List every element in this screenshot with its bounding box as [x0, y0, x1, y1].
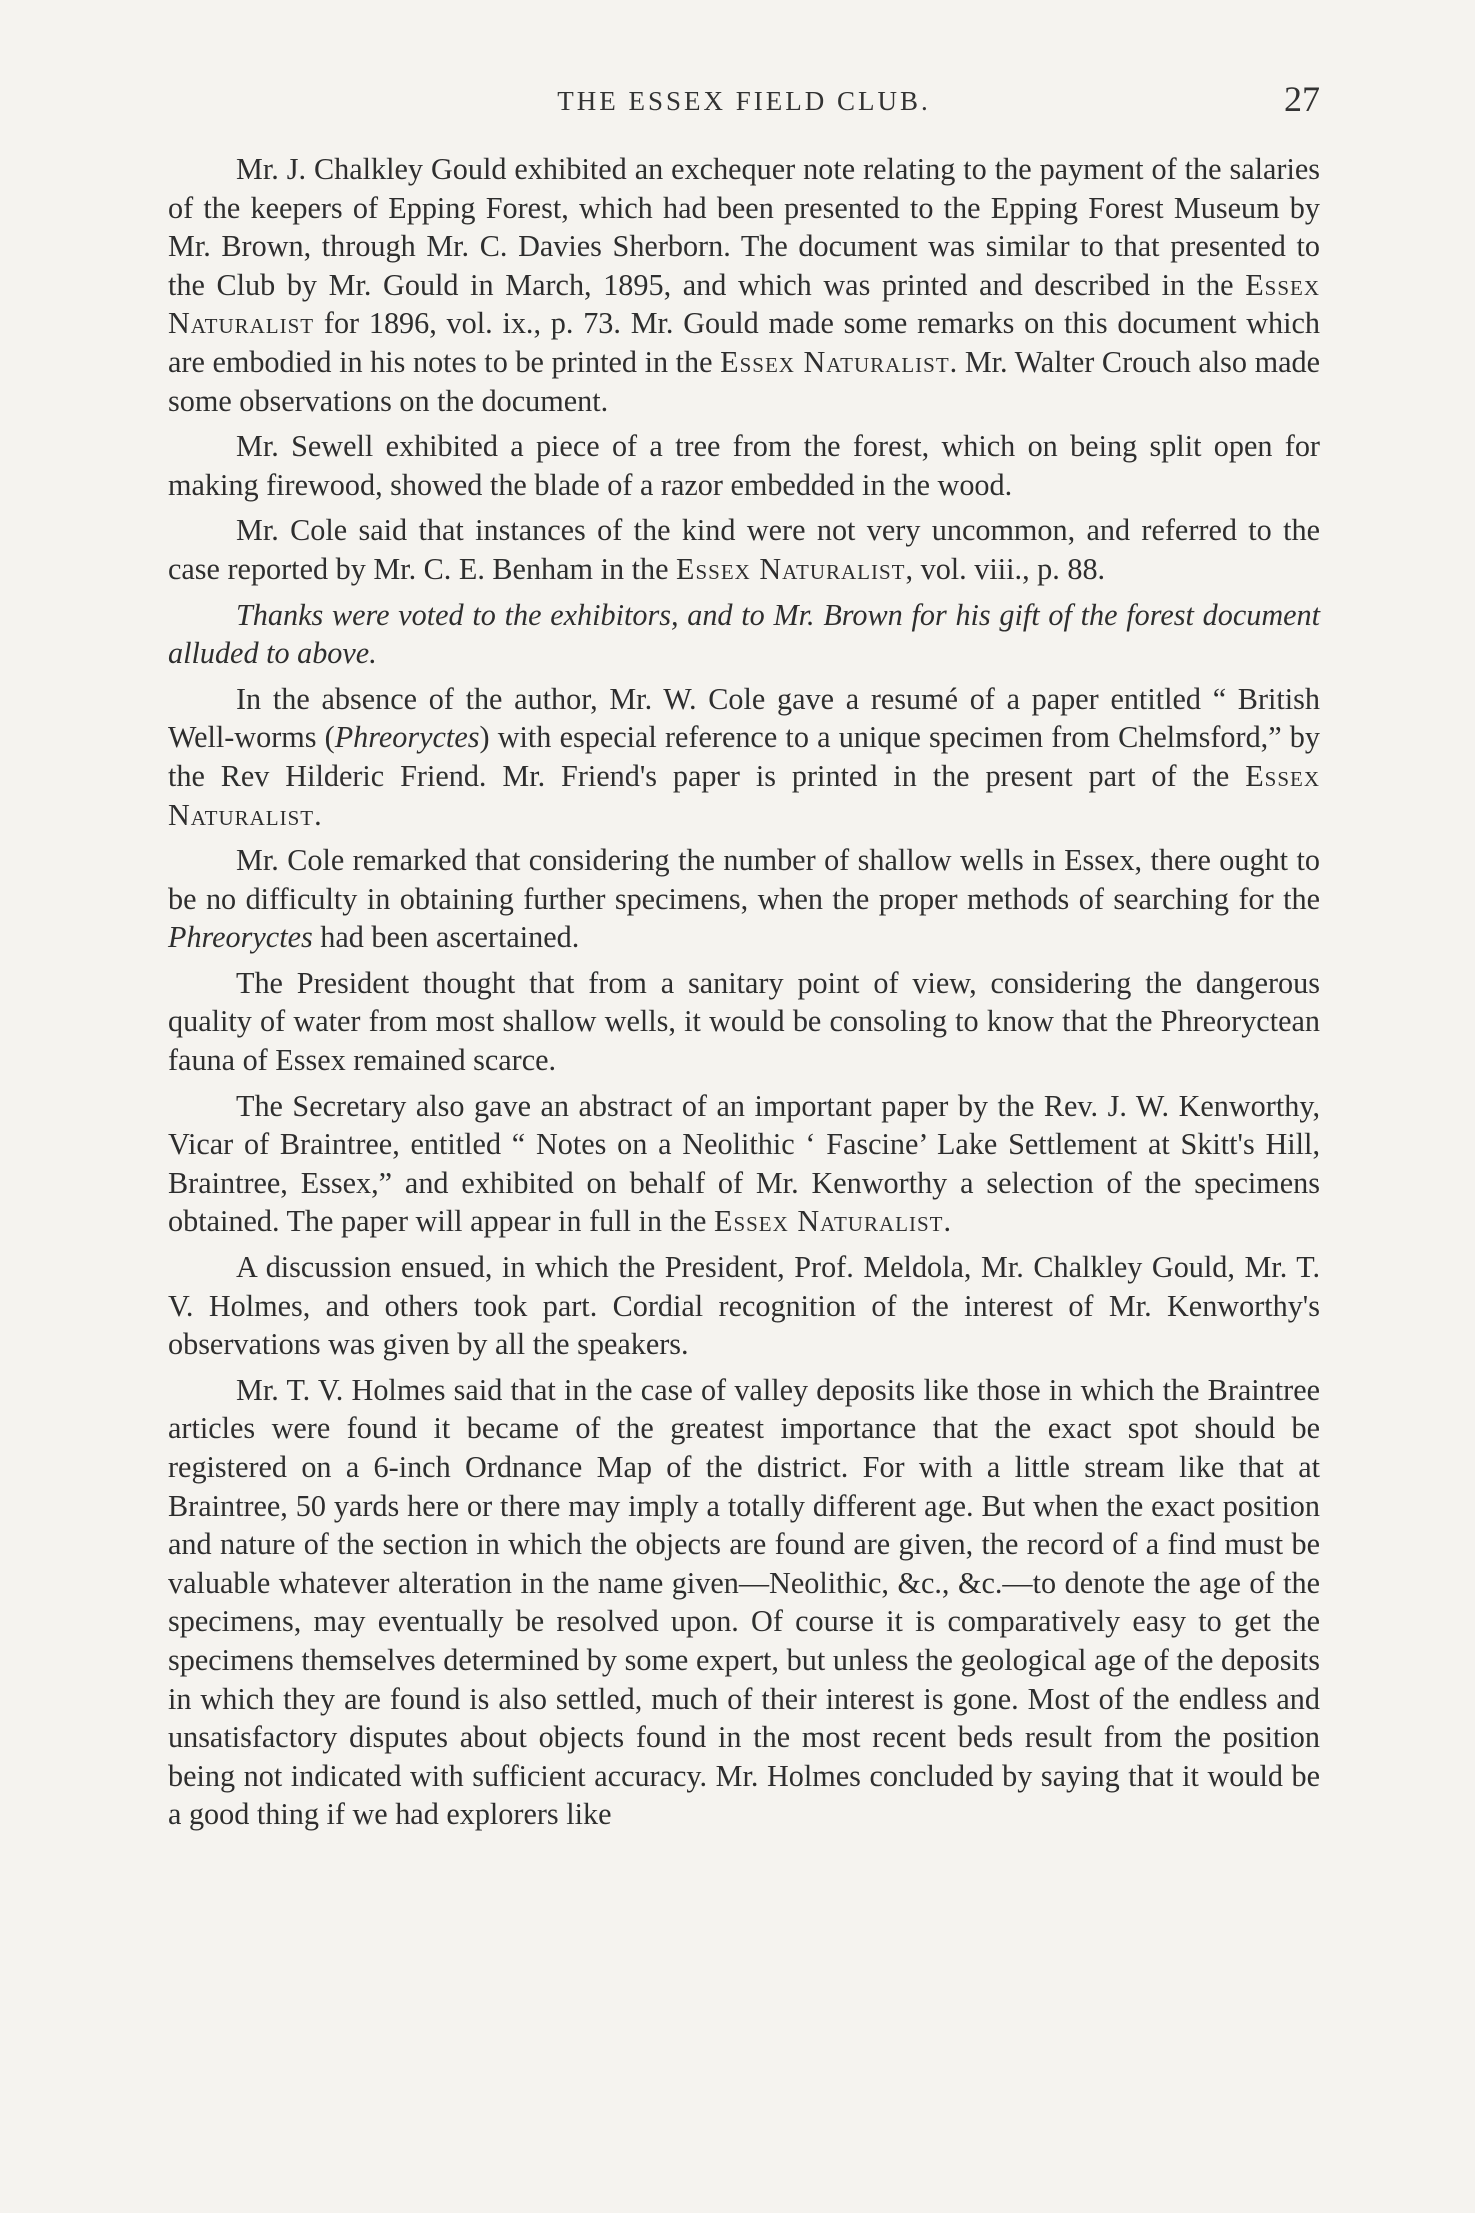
page-number: 27	[1284, 79, 1320, 119]
italic-text: Phreoryctes	[168, 920, 313, 955]
journal-title: Essex Naturalist	[676, 551, 906, 586]
text-segment: Mr. Cole said that instances of the kind were not very uncommon, and referred to the case reported by Mr. C. E. Benham in the	[168, 513, 1320, 586]
text-segment: .	[314, 797, 322, 832]
page-header	[168, 78, 1320, 128]
text-segment: Mr. J. Chalkley Gould exhibited an exchequer note relating to the payment of the salaries of the keepers of Epping Forest, which had been presented to the Epping Forest Museum by Mr. Brown, through Mr. C. Davies Sherborn. The document was similar to that presented to the Club by Mr. Gould in March, 1895, and which was printed and described in the	[168, 152, 1320, 302]
text-segment: A discussion ensued, in which the President, Prof. Meldola, Mr. Chalkley Gould, Mr. T. V. Holmes, and others took part. Cordial recognition of the interest of Mr. Kenworthy's observations was given by all the speakers.	[168, 1250, 1320, 1362]
text-segment: Mr. T. V. Holmes said that in the case of valley deposits like those in which the Braintree articles were found it became of the greatest importance that the exact spot should be registered on a 6-inch Ordnance Map of the district. For with a little stream like that at Braintree, 50 yards here or there may imply a totally different age. But when the exact position and nature of the section in which the objects are found are given, the record of a find must be valuable whatever alteration in the name given—Neolithic, &c., &c.—to denote the age of the specimens, may eventually be resolved upon. Of course it is comparatively easy to get the specimens themselves determined by some expert, but unless the geological age of the deposits in which they are found is also settled, much of their interest is gone. Most of the endless and unsatisfactory disputes about objects found in the most recent beds result from the position being not indicated with sufficient accuracy. Mr. Holmes concluded by saying that it would be a good thing if we had explorers like	[168, 1372, 1320, 1832]
italic-text: Thanks were voted to the exhibitors, and to Mr. Brown for his gift of the forest document alluded to above.	[168, 597, 1320, 671]
text-segment: Mr. Sewell exhibited a piece of a tree from the forest, which on being split open for making firewood, showed the blade of a razor embedded in the wood.	[168, 429, 1320, 502]
text-segment: had been ascertained.	[312, 920, 580, 955]
paragraph	[168, 1248, 1320, 1364]
paragraph	[168, 1087, 1320, 1241]
paragraph	[168, 680, 1320, 834]
text-segment: The President thought that from a sanitary point of view, considering the dangerous quality of water from most shallow wells, it would be consoling to know that the Phreoryctean fauna of Essex remained scarce.	[168, 965, 1320, 1078]
journal-title: Essex Naturalist	[168, 758, 1320, 832]
paragraph	[168, 427, 1320, 504]
text-segment: for 1896, vol. ix., p. 73. Mr. Gould made some remarks on this document which are embodied in his notes to be printed in the	[168, 306, 1320, 379]
text-segment: . Mr. Walter Crouch also made some observations on the document.	[168, 344, 1320, 418]
text-segment: Mr. Cole remarked that considering the number of shallow wells in Essex, there ought to be no difficulty in obtaining further specimens, when the proper methods of searching for the	[168, 843, 1320, 916]
text-segment: In the absence of the author, Mr. W. Cole gave a resumé of a paper entitled “ British Well-worms (	[168, 681, 1320, 755]
italic-text: Phreoryctes	[334, 720, 480, 755]
paragraph	[168, 150, 1320, 420]
paragraph	[168, 511, 1320, 588]
paragraph	[168, 1371, 1320, 1834]
journal-title: Essex Naturalist	[714, 1204, 944, 1239]
text-segment: ) with especial reference to a unique specimen from Chelmsford,” by the Rev Hilderic Friend. Mr. Friend's paper is printed in the present part of the	[168, 720, 1320, 793]
journal-title: Essex Naturalist	[168, 267, 1320, 341]
text-segment: .	[943, 1204, 952, 1239]
paragraph	[168, 841, 1320, 957]
paragraph	[168, 596, 1320, 673]
paragraph	[168, 964, 1320, 1080]
journal-title: Essex Naturalist	[720, 344, 950, 379]
body-text	[168, 150, 1320, 1841]
text-segment: , vol. viii., p. 88.	[905, 551, 1106, 586]
running-head: THE ESSEX FIELD CLUB.	[557, 86, 931, 116]
text-segment: The Secretary also gave an abstract of an important paper by the Rev. J. W. Kenworthy, Vicar of Braintree, entitled “ Notes on a Neolithic ‘ Fascine’ Lake Settlement at Skitt's Hill, Braintree, Essex,” and exhibited on behalf of Mr. Kenworthy a selection of the specimens obtained. The paper will appear in full in the	[168, 1088, 1320, 1239]
